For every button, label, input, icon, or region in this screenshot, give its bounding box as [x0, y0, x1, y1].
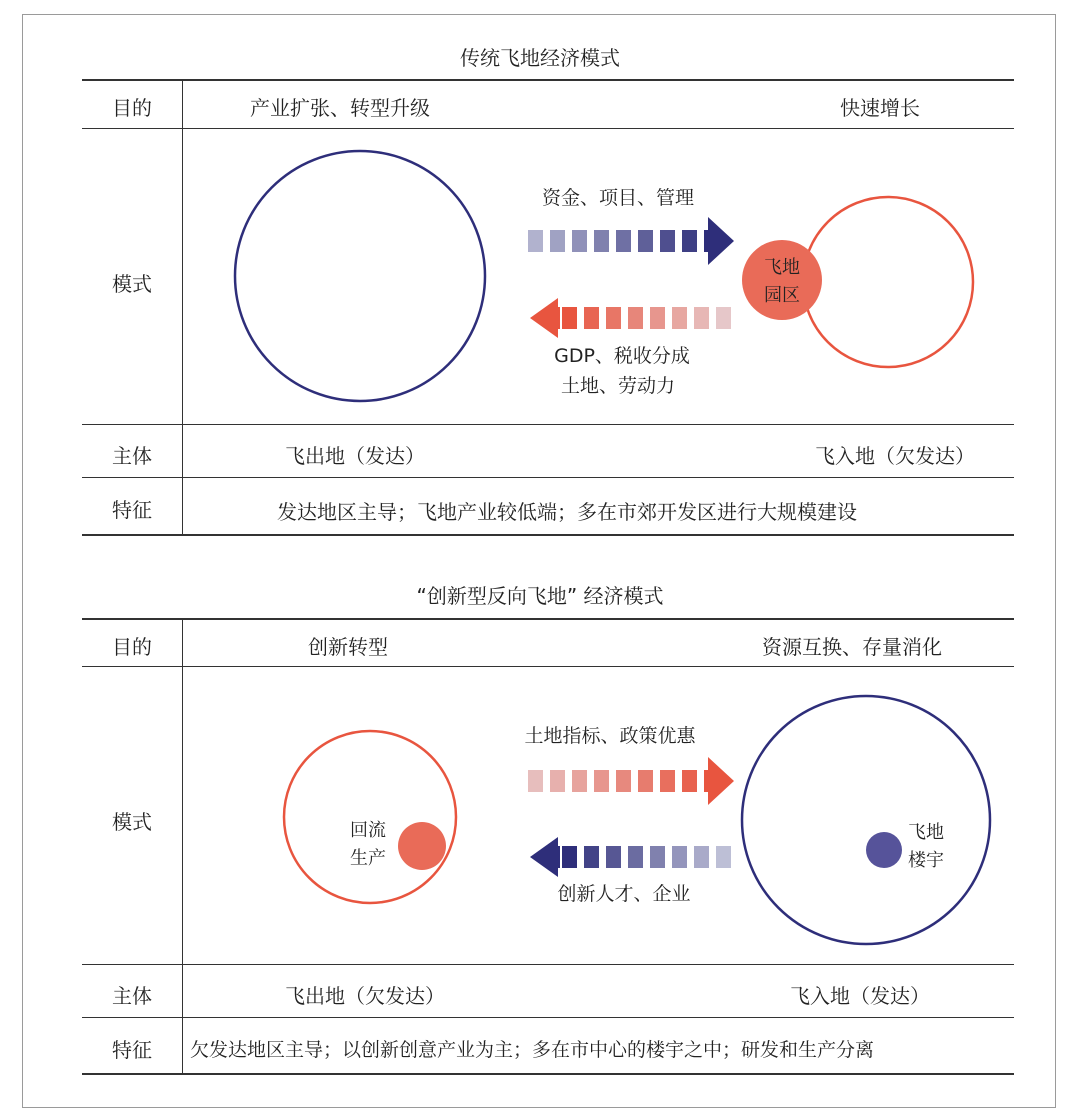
arrow-segment	[638, 230, 653, 252]
arrow-segment	[594, 770, 609, 792]
arrow-segment	[682, 770, 697, 792]
arrow-segment	[594, 230, 609, 252]
feature-text: 发达地区主导；飞地产业较低端；多在市郊开发区进行大规模建设	[277, 500, 857, 524]
purpose-right: 资源互换、存量消化	[762, 635, 942, 659]
row-label-feature: 特征	[112, 498, 152, 522]
arrow-segment	[650, 846, 665, 868]
enclave-label-1: 飞地	[764, 257, 800, 278]
row-label-subject: 主体	[112, 984, 152, 1008]
arrow-segment	[682, 230, 697, 252]
purpose-left: 创新转型	[308, 635, 388, 659]
arrow-segment	[616, 230, 631, 252]
arrow-head	[530, 837, 560, 877]
feature-text: 欠发达地区主导；以创新创意产业为主；多在市中心的楼宇之中；研发和生产分离	[190, 1039, 875, 1061]
row-label-subject: 主体	[112, 444, 152, 468]
flow-right-label: 土地指标、政策优惠	[524, 725, 696, 747]
arrow-segment	[650, 307, 665, 329]
row-label-mode: 模式	[112, 810, 152, 834]
arrow-segment	[660, 230, 675, 252]
developed-region-circle	[235, 151, 485, 401]
arrow-segment	[660, 770, 675, 792]
arrow-segment	[606, 846, 621, 868]
row-label-mode: 模式	[112, 272, 152, 296]
arrow-segment	[572, 230, 587, 252]
underdeveloped-region-circle	[284, 731, 456, 903]
return-label-2: 生产	[350, 848, 386, 869]
arrow-segment	[628, 846, 643, 868]
enclave-building-dot	[866, 832, 902, 868]
developed-region-circle	[742, 696, 990, 944]
enclave-label-2: 楼宇	[908, 850, 944, 871]
row-label-feature: 特征	[112, 1038, 152, 1062]
arrow-segment	[616, 770, 631, 792]
arrow-segment	[716, 307, 731, 329]
arrow-segment	[528, 770, 543, 792]
enclave-park-dot	[742, 240, 822, 320]
gradient-arrow-right	[528, 217, 734, 265]
arrow-segment	[550, 230, 565, 252]
row-label-purpose: 目的	[112, 96, 152, 120]
enclave-label-1: 飞地	[908, 822, 944, 843]
gradient-arrow-left	[530, 837, 731, 877]
return-production-dot	[398, 822, 446, 870]
purpose-left: 产业扩张、转型升级	[250, 96, 430, 120]
bottom-title: “创新型反向飞地” 经济模式	[416, 584, 664, 608]
arrow-segment	[694, 846, 709, 868]
return-label-1: 回流	[350, 820, 386, 841]
arrow-segment	[628, 307, 643, 329]
arrow-head	[704, 217, 734, 265]
arrow-segment	[716, 846, 731, 868]
purpose-right: 快速增长	[840, 96, 920, 120]
arrow-segment	[606, 307, 621, 329]
gradient-arrow-right	[528, 757, 734, 805]
arrow-segment	[562, 846, 577, 868]
arrow-segment	[528, 230, 543, 252]
subject-left: 飞出地（欠发达）	[285, 984, 445, 1008]
flow-right-label: 资金、项目、管理	[541, 187, 695, 209]
underdeveloped-region-circle	[803, 197, 973, 367]
arrow-segment	[584, 307, 599, 329]
arrow-segment	[562, 307, 577, 329]
arrow-head	[530, 298, 560, 338]
arrow-segment	[550, 770, 565, 792]
arrow-segment	[584, 846, 599, 868]
enclave-label-2: 园区	[764, 285, 800, 306]
gradient-arrow-left	[530, 298, 731, 338]
arrow-segment	[572, 770, 587, 792]
flow-left-label-2: 土地、劳动力	[560, 375, 676, 397]
subject-right: 飞入地（发达）	[790, 984, 930, 1008]
flow-left-label-1: GDP、税收分成	[554, 345, 690, 367]
flow-left-label: 创新人才、企业	[557, 883, 691, 905]
subject-right: 飞入地（欠发达）	[815, 444, 975, 468]
arrow-segment	[672, 846, 687, 868]
arrow-head	[704, 757, 734, 805]
top-title: 传统飞地经济模式	[460, 46, 620, 70]
subject-left: 飞出地（发达）	[285, 444, 425, 468]
row-label-purpose: 目的	[112, 635, 152, 659]
arrow-segment	[638, 770, 653, 792]
arrow-segment	[694, 307, 709, 329]
arrow-segment	[672, 307, 687, 329]
